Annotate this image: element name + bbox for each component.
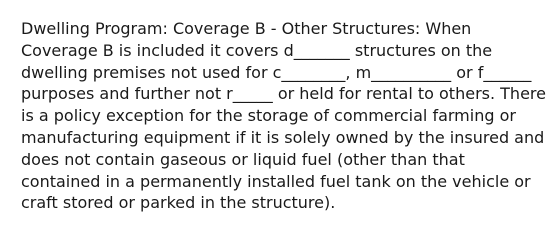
text-line: Dwelling Program: Coverage B - Other Structures: When (21, 19, 472, 38)
text-line: Coverage B is included it covers d_______ structures on the (21, 40, 493, 60)
text-line: manufacturing equipment if it is solely owned by the insured and (21, 127, 545, 147)
text-line: purposes and further not r_____ or held for rental to others. There (21, 84, 546, 104)
text-line: contained in a permanently installed fuel tank on the vehicle or (21, 171, 531, 191)
text-line: is a policy exception for the storage of commercial farming or (21, 106, 516, 126)
question-text (21, 18, 545, 214)
text-line: dwelling premises not used for c________, m__________ or f______ (21, 62, 532, 82)
text-line: craft stored or parked in the structure). (21, 193, 336, 213)
text-line: does not contain gaseous or liquid fuel (other than that (21, 149, 465, 169)
